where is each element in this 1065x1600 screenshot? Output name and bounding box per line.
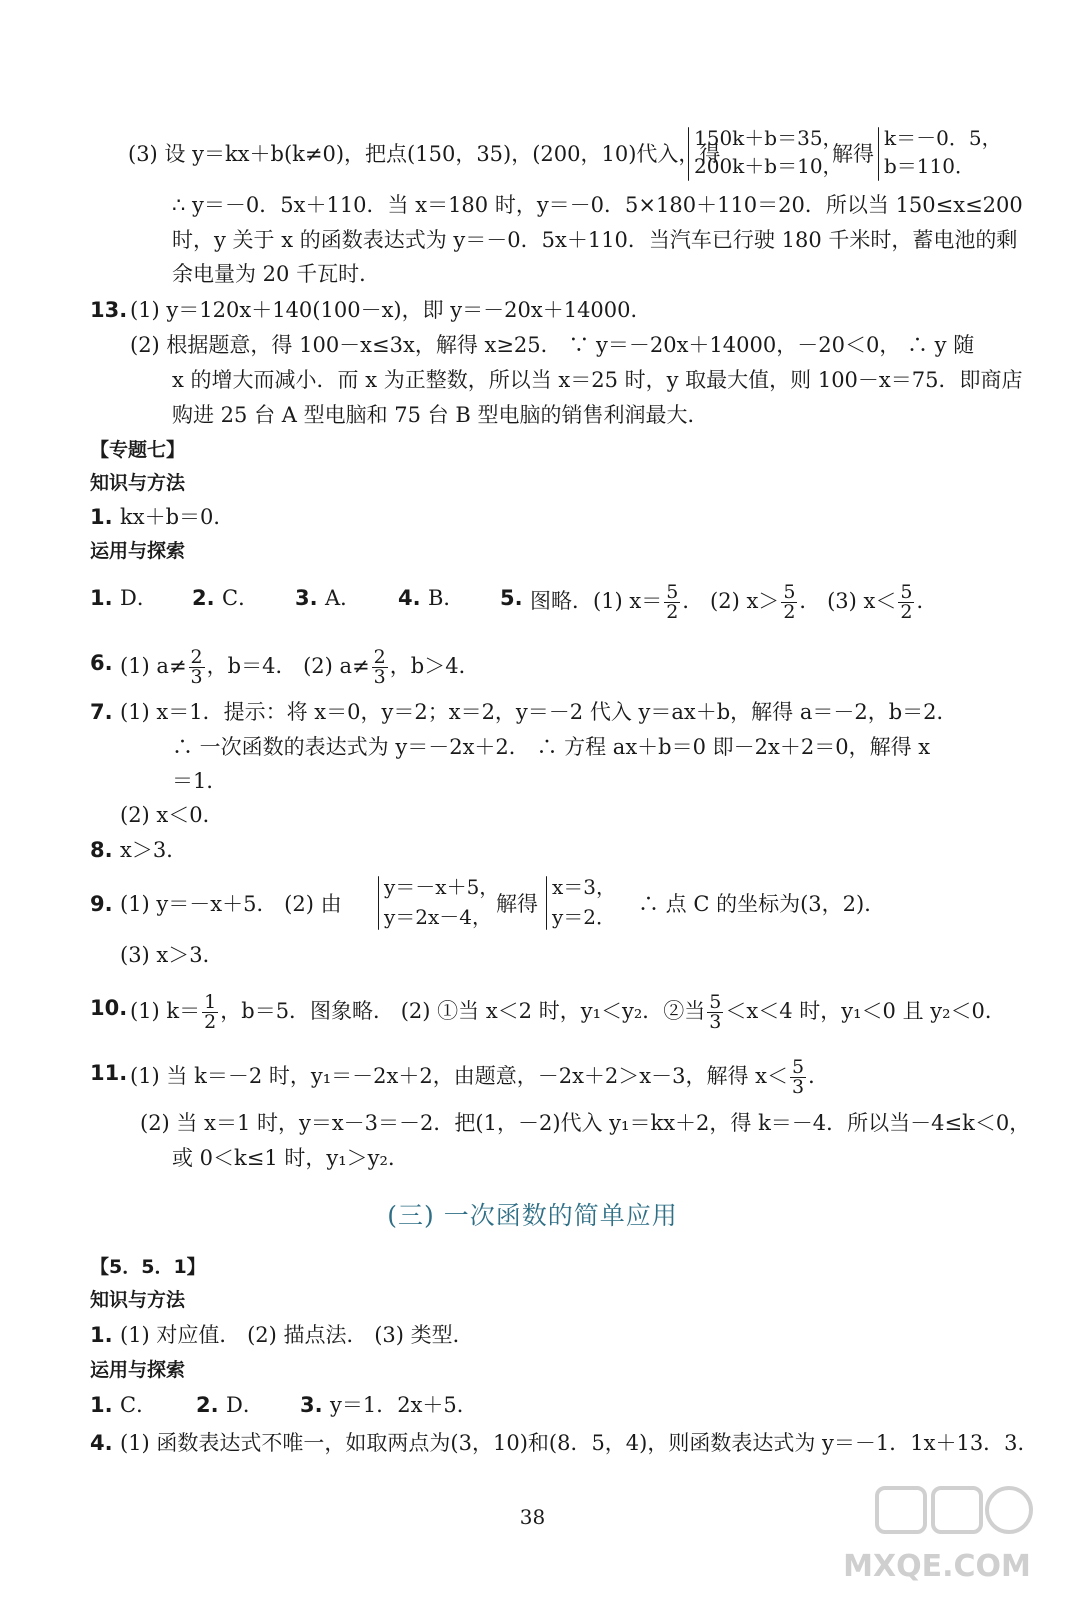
section-title: (三) 一次函数的简单应用 — [387, 1201, 678, 1230]
question-number: 1. — [90, 1393, 113, 1417]
subheading: 知识与方法 — [90, 1289, 186, 1311]
answer-12-3-line: (3) 设 y＝kx＋b(k≠0)，把点(150，35)，(200，10)代入，得 — [128, 142, 721, 166]
text-line: ∴ 一次函数的表达式为 y＝－2x＋2． ∴ 方程 ax＋b＝0 即－2x＋2＝0，解得 x — [172, 735, 931, 759]
brace — [546, 876, 547, 930]
question-number: 1. — [90, 1323, 113, 1347]
subheading: 运用与探索 — [90, 1359, 186, 1381]
fraction: $\frac{5}{2}$ — [783, 581, 796, 623]
text-line: (3) x＞3． — [120, 943, 224, 967]
question-number: 6. — [90, 651, 113, 675]
answer: C． — [120, 1393, 158, 1417]
system-eq: y＝2x－4， — [384, 905, 493, 929]
solve-label: 解得 — [496, 892, 538, 916]
text-line: x 的增大而减小．而 x 为正整数，所以当 x＝25 时，y 取最大值，则 100－x＝75．即商店 — [172, 368, 1023, 392]
brace — [378, 876, 379, 930]
fraction: $\frac{5}{2}$ — [900, 581, 913, 623]
system-eq-1a: 150k＋b＝35， — [694, 126, 843, 150]
text-line: (1) 函数表达式不唯一，如取两点为(3，10)和(8．5，4)，则函数表达式为 y＝－1．1x＋13．3． — [120, 1431, 1039, 1455]
question-number: 13. — [90, 298, 128, 322]
fraction: $\frac{2}{3}$ — [190, 646, 203, 688]
text-line: kx＋b＝0． — [120, 505, 235, 529]
question-number: 3. — [295, 586, 318, 610]
answer: y＝1．2x＋5． — [330, 1393, 478, 1417]
watermark-logo — [837, 1480, 1037, 1590]
svg-text:MXQE.COM: MXQE.COM — [843, 1549, 1031, 1584]
question-number: 5. — [500, 586, 523, 610]
fraction: $\frac{2}{3}$ — [373, 646, 386, 688]
page-number: 38 — [519, 1505, 546, 1529]
question-number: 1. — [90, 586, 113, 610]
answer-11: (1) 当 k＝－2 时，y₁＝－2x＋2，由题意，－2x＋2＞x－3，解得 x＜ $\frac{5}{3}$ ． — [130, 1056, 830, 1098]
question-number: 9. — [90, 892, 113, 916]
fraction: $\frac{5}{2}$ — [666, 581, 679, 623]
text-line: ∴ 点 C 的坐标为(3，2)． — [638, 892, 886, 916]
answer: C． — [222, 586, 260, 610]
question-number: 2. — [196, 1393, 219, 1417]
text-line: (2) 当 x＝1 时，y＝x－3＝－2．把(1，－2)代入 y₁＝kx＋2，得 k＝－4．所以当－4≤k＜0， — [140, 1111, 1031, 1135]
section-heading: 【专题七】 — [90, 439, 186, 461]
text-line: ∴ y＝－0．5x＋110．当 x＝180 时，y＝－0．5×180＋110＝20．所以当 150≤x≤200 — [172, 193, 1023, 217]
section-heading: 【5．5．1】 — [90, 1256, 206, 1278]
text-line: 购进 25 台 A 型电脑和 75 台 B 型电脑的销售利润最大． — [172, 403, 709, 427]
answer-5: 图略．(1) x＝ $\frac{5}{2}$ ． (2) x＞ $\frac{5}{2}$ ． (3) x＜ $\frac{5}{2}$ ． — [530, 581, 938, 623]
fraction: $\frac{1}{2}$ — [204, 991, 217, 1033]
system-eq-1b: 200k＋b＝10， — [694, 154, 843, 178]
fraction: $\frac{5}{3}$ — [709, 991, 722, 1033]
answer: A． — [325, 586, 362, 610]
system-sol: x＝3， — [552, 875, 617, 899]
answer: D． — [226, 1393, 264, 1417]
brace — [878, 127, 879, 181]
system-sol-1b: b＝110． — [884, 154, 975, 178]
text-line: (2) x＜0． — [120, 803, 224, 827]
text-line: (1) 对应值． (2) 描点法． (3) 类型． — [120, 1323, 474, 1347]
system-sol: y＝2． — [552, 905, 617, 929]
subheading: 运用与探索 — [90, 540, 186, 562]
brace — [688, 127, 689, 181]
question-number: 3. — [300, 1393, 323, 1417]
question-number: 2. — [192, 586, 215, 610]
subheading: 知识与方法 — [90, 472, 186, 494]
question-number: 10. — [90, 996, 128, 1020]
answer-10: (1) k＝ $\frac{1}{2}$ ，b＝5．图象略． (2) ①当 x＜2 时，y₁＜y₂．②当 $\frac{5}{3}$ ＜x＜4 时，y₁＜0 且 y₂＜0． — [130, 991, 1006, 1033]
question-number: 7. — [90, 700, 113, 724]
answer: x＞3． — [120, 838, 188, 862]
question-number: 4. — [90, 1431, 113, 1455]
fraction: $\frac{5}{3}$ — [792, 1056, 805, 1098]
system-eq: y＝－x＋5， — [384, 875, 500, 899]
answer-6: (1) a≠ $\frac{2}{3}$ ，b＝4． (2) a≠ $\frac{2}{3}$ ，b＞4． — [120, 646, 480, 688]
solve-label: 解得 — [832, 142, 874, 166]
question-number: 11. — [90, 1061, 128, 1085]
answer: B． — [428, 586, 465, 610]
text-line: (1) y＝120x＋140(100－x)，即 y＝－20x＋14000． — [130, 298, 652, 322]
text-line: (2) 根据题意，得 100－x≤3x，解得 x≥25． ∵ y＝－20x＋14000，－20＜0， ∴ y 随 — [130, 333, 975, 357]
text-line: (1) y＝－x＋5． (2) 由 — [120, 892, 342, 916]
text-line: ＝1． — [172, 769, 228, 793]
question-number: 4. — [398, 586, 421, 610]
question-number: 1. — [90, 505, 113, 529]
text-line: 时，y 关于 x 的函数表达式为 y＝－0．5x＋110．当汽车已行驶 180 千米时，蓄电池的剩 — [172, 228, 1018, 252]
text-line: (1) x＝1．提示：将 x＝0，y＝2；x＝2，y＝－2 代入 y＝ax＋b，解得 a＝－2，b＝2． — [120, 700, 958, 724]
system-sol-1a: k＝－0．5， — [884, 126, 1002, 150]
question-number: 8. — [90, 838, 113, 862]
text-line: 余电量为 20 千瓦时． — [172, 262, 381, 286]
answer: D． — [120, 586, 158, 610]
text-line: 或 0＜k≤1 时，y₁＞y₂． — [172, 1146, 409, 1170]
